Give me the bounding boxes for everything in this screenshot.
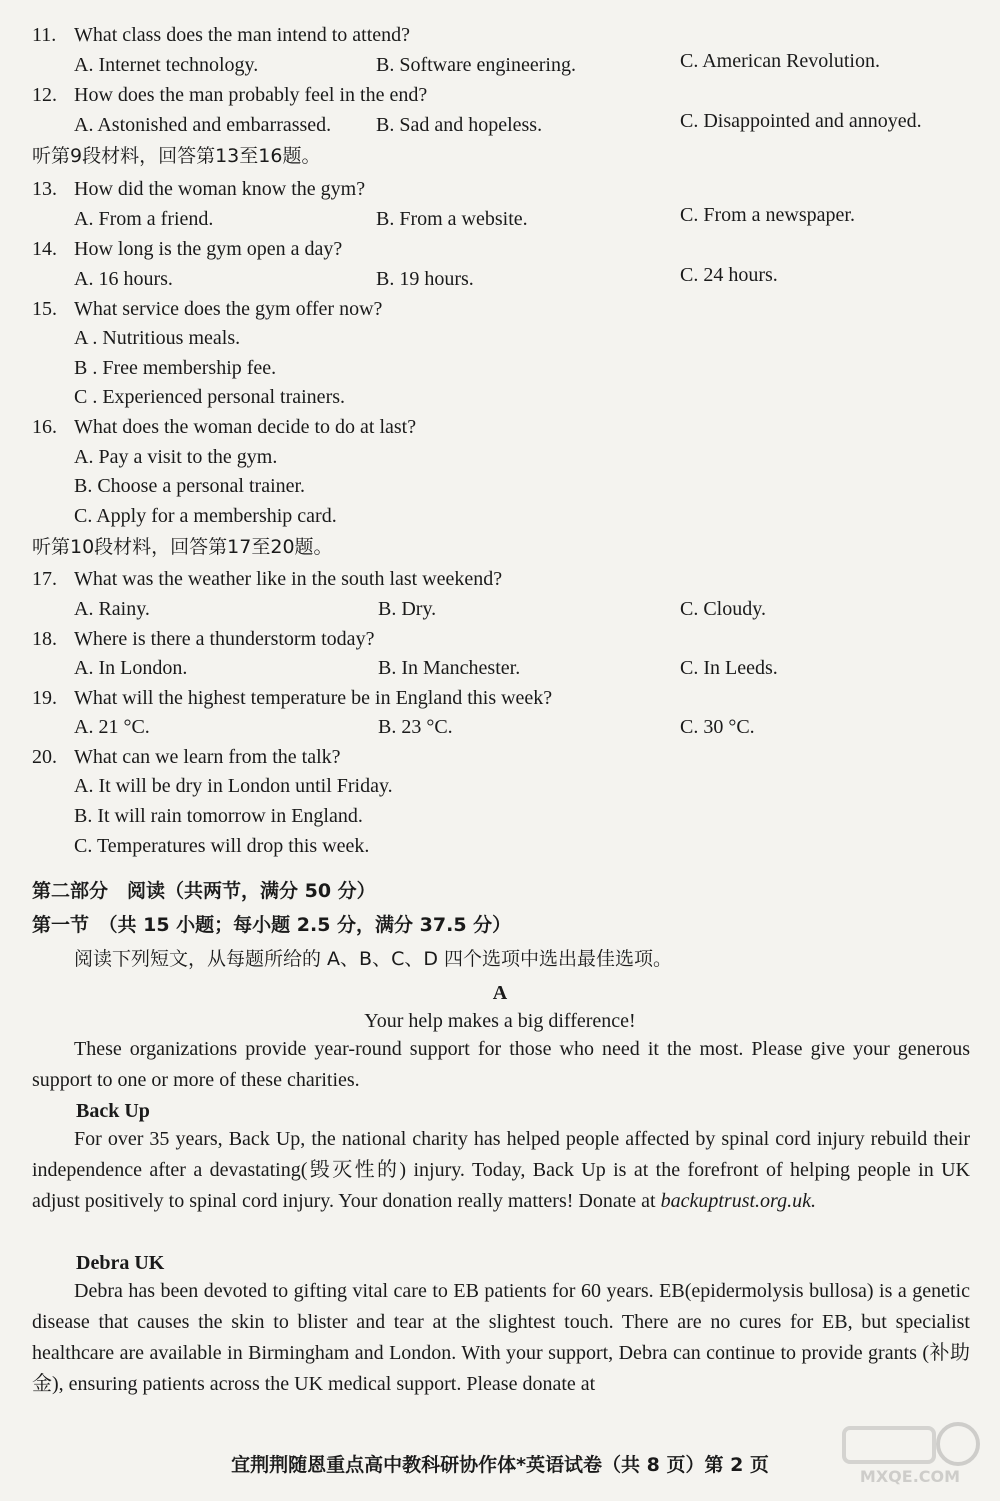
section-title: 第一节 （共 15 小题；每小题 2.5 分，满分 37.5 分） — [32, 914, 512, 936]
org-heading-back-up: Back Up — [76, 1100, 150, 1122]
option-b: B. In Manchester. — [378, 657, 521, 679]
donation-url: backuptrust.org.uk. — [660, 1190, 816, 1212]
question-text: What will the highest temperature be in England this week? — [74, 687, 553, 709]
option-c: C. Disappointed and annoyed. — [680, 110, 922, 132]
option-a: A. 21 °C. — [74, 716, 150, 738]
option-a: A. In London. — [74, 657, 188, 679]
option-a: A. 16 hours. — [74, 268, 173, 290]
option-c: C. In Leeds. — [680, 657, 778, 679]
option-a: A. It will be dry in London until Friday. — [74, 775, 393, 797]
passage-letter: A — [492, 982, 508, 1004]
option-c: C. American Revolution. — [680, 50, 880, 72]
option-a: A. From a friend. — [74, 208, 214, 230]
question-number: 16. — [32, 416, 57, 438]
option-a: A . Nutritious meals. — [74, 327, 241, 349]
question-text: What service does the gym offer now? — [74, 298, 383, 320]
question-14 — [32, 236, 342, 262]
org-text: For over 35 years, Back Up, the national charity has helped people affected by spinal cord injury rebuild their independence after a devastating(毁灭性的) injury. Today, Back Up is at the forefront of helping people in UK adjust positively to spinal cord injury. Your donation really matters! Donate at — [32, 1128, 970, 1212]
question-text: What was the weather like in the south last weekend? — [74, 568, 503, 590]
option-b: B. It will rain tomorrow in England. — [74, 805, 363, 827]
section-instruction-9: 听第9段材料，回答第13至16题。 — [32, 145, 321, 167]
option-b: B. Sad and hopeless. — [376, 114, 543, 136]
option-b: B. 19 hours. — [376, 268, 474, 290]
question-12 — [32, 82, 427, 108]
section-instruction-10: 听第10段材料，回答第17至20题。 — [32, 536, 333, 558]
watermark-text: MXQE.COM — [859, 1467, 961, 1486]
question-15 — [32, 296, 382, 322]
option-c: C. From a newspaper. — [680, 204, 855, 226]
option-b: B. Choose a personal trainer. — [74, 475, 306, 497]
option-a: A. Pay a visit to the gym. — [74, 446, 278, 468]
reading-instruction: 阅读下列短文，从每题所给的 A、B、C、D 四个选项中选出最佳选项。 — [74, 948, 673, 970]
option-c: C. Temperatures will drop this week. — [74, 835, 370, 857]
option-a: A. Rainy. — [74, 598, 150, 620]
question-16 — [32, 414, 416, 440]
passage-intro: These organizations provide year-round support for those who need it the most. Please give your generous support to one or more of these charities. — [32, 1038, 970, 1091]
question-number: 20. — [32, 746, 57, 768]
option-b: B. 23 °C. — [378, 716, 453, 738]
question-text: What does the woman decide to do at last? — [74, 416, 417, 438]
org-heading-debra: Debra UK — [76, 1252, 165, 1274]
question-number: 12. — [32, 84, 57, 106]
option-c: C. 24 hours. — [680, 264, 778, 286]
option-b: B. From a website. — [376, 208, 528, 230]
option-b: B . Free membership fee. — [74, 357, 277, 379]
question-text: Where is there a thunderstorm today? — [74, 628, 375, 650]
part-title: 第二部分 阅读（共两节，满分 50 分） — [32, 880, 376, 902]
question-11 — [32, 22, 410, 48]
question-number: 17. — [32, 568, 57, 590]
option-b: B. Dry. — [378, 598, 437, 620]
question-number: 11. — [32, 24, 57, 46]
watermark-logo — [840, 1418, 980, 1488]
option-c: C. Cloudy. — [680, 598, 766, 620]
org-paragraph-back-up — [32, 1124, 970, 1217]
question-number: 13. — [32, 178, 57, 200]
option-c: C . Experienced personal trainers. — [74, 386, 346, 408]
org-paragraph-debra: Debra has been devoted to gifting vital care to EB patients for 60 years. EB(epidermolysis bullosa) is a genetic disease that causes the skin to blister and tear at the slightest touch. There are no cures for EB, but specialist healthcare are available in Birmingham and London. With your support, Debra can continue to provide grants (补助金), ensuring patients across the UK medical support. Please donate at — [32, 1280, 970, 1395]
page-footer: 宜荆荆随恩重点高中教科研协作体*英语试卷（共 8 页）第 2 页 — [231, 1454, 769, 1476]
question-number: 18. — [32, 628, 57, 650]
question-text: What can we learn from the talk? — [74, 746, 341, 768]
question-20 — [32, 744, 341, 770]
option-b: B. Software engineering. — [376, 54, 576, 76]
question-number: 19. — [32, 687, 57, 709]
option-a: A. Astonished and embarrassed. — [74, 114, 332, 136]
question-text: How long is the gym open a day? — [74, 238, 343, 260]
question-19 — [32, 685, 552, 711]
question-18 — [32, 626, 374, 652]
option-a: A. Internet technology. — [74, 54, 259, 76]
passage-title: Your help makes a big difference! — [364, 1010, 636, 1032]
question-17 — [32, 566, 502, 592]
question-text: How does the man probably feel in the end? — [74, 84, 428, 106]
question-number: 15. — [32, 298, 57, 320]
question-number: 14. — [32, 238, 57, 260]
question-text: How did the woman know the gym? — [74, 178, 366, 200]
question-text: What class does the man intend to attend? — [74, 24, 411, 46]
question-13 — [32, 176, 365, 202]
option-c: C. 30 °C. — [680, 716, 755, 738]
option-c: C. Apply for a membership card. — [74, 505, 337, 527]
